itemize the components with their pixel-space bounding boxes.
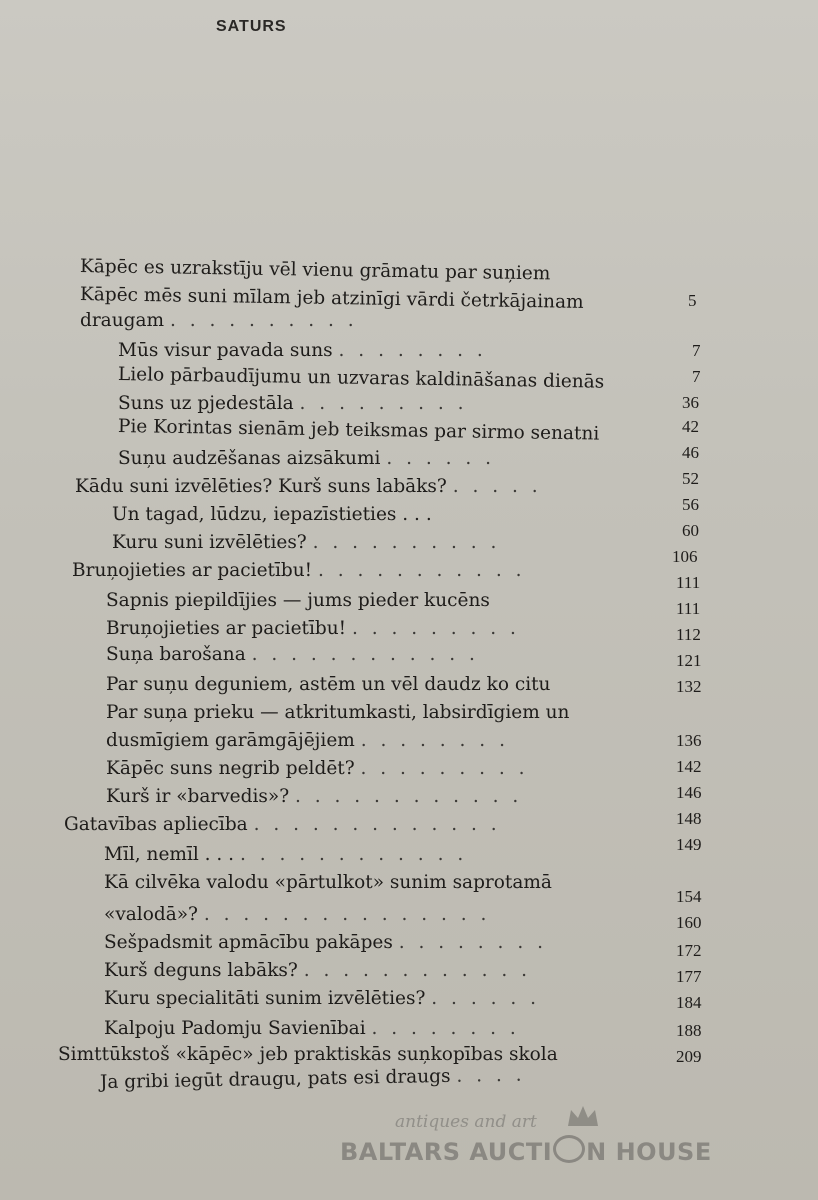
toc-entry: Un tagad, lūdzu, iepazīstieties . . . (112, 504, 432, 525)
page-number: 111 (676, 599, 701, 618)
page-number: 7 (692, 341, 701, 360)
toc-entry: Kuru suni izvēlēties? . . . . . . . . . . (112, 532, 501, 553)
page-number: 188 (676, 1021, 702, 1040)
toc-entry: Kādu suni izvēlēties? Kurš suns labāks? . . . . . (75, 476, 542, 497)
watermark-tagline: antiques and art (395, 1112, 537, 1132)
page-number: 7 (692, 367, 701, 386)
page-number: 132 (676, 677, 702, 696)
watermark-logo: BALTARS AUCTI N HOUSE (340, 1135, 712, 1166)
page-number: 56 (682, 495, 699, 514)
toc-entry: Kuru specialitāti sunim izvēlēties? . . . . . . (104, 988, 540, 1009)
toc-entry: Sapnis piepildījies — jums pieder kucēns (106, 590, 490, 611)
toc-entry: Kāpēc suns negrib peldēt? . . . . . . . . . (106, 758, 529, 779)
page-number: 177 (676, 967, 702, 986)
toc-entry: Kāpēc es uzrakstīju vēl vienu grāmatu par suņiem (79, 256, 551, 285)
page-number: 5 (688, 291, 697, 310)
toc-entry: Kalpoju Padomju Savienībai . . . . . . . . (104, 1018, 520, 1039)
page-number: 160 (676, 913, 702, 932)
toc-entry: Par suņu deguniem, astēm un vēl daudz ko citu (106, 674, 551, 695)
page-title: SATURS (216, 18, 287, 35)
toc-entry: Mūs visur pavada suns . . . . . . . . (118, 340, 487, 361)
toc-entry: Suņa barošana . . . . . . . . . . . . (106, 644, 479, 665)
toc-entry: Suņu audzēšanas aizsākumi . . . . . . (118, 448, 496, 469)
page-number: 136 (676, 731, 702, 750)
page-number: 172 (676, 941, 702, 960)
page-number: 106 (672, 547, 698, 566)
toc-entry: Suns uz pjedestāla . . . . . . . . . (118, 393, 468, 414)
toc-entry: dusmīgiem garāmgājējiem . . . . . . . . (106, 730, 509, 751)
page-number: 111 (676, 573, 701, 592)
page-number: 46 (682, 443, 699, 462)
toc-entry: Kurš deguns labāks? . . . . . . . . . . . . (104, 960, 531, 981)
logo-circle-icon (553, 1135, 585, 1163)
toc-entry: Par suņa prieku — atkritumkasti, labsirdīgiem un (106, 702, 570, 723)
page-number: 184 (676, 993, 702, 1012)
crown-icon (565, 1104, 601, 1130)
page-number: 36 (682, 393, 699, 412)
page-number: 60 (682, 521, 699, 540)
page-number: 209 (676, 1047, 702, 1066)
toc-entry: Pie Korintas sienām jeb teiksmas par sirmo senatni (117, 416, 600, 445)
toc-entry: Kā cilvēka valodu «pārtulkot» sunim saprotamā (104, 872, 552, 893)
page-number: 154 (676, 887, 702, 906)
page-number: 146 (676, 783, 702, 802)
page-number: 142 (676, 757, 702, 776)
page-number: 148 (676, 809, 702, 828)
toc-entry: Bruņojieties ar pacietību! . . . . . . . . . (106, 618, 520, 639)
toc-entry: «valodā»? . . . . . . . . . . . . . . . (104, 904, 491, 925)
toc-entry: Lielo pārbaudījumu un uzvaras kaldināšanas dienās (117, 364, 605, 393)
toc-entry: Mīl, nemīl . . . . . . . . . . . . . . . (104, 844, 468, 865)
toc-entry: Bruņojieties ar pacietību! . . . . . . . . . . . (72, 560, 526, 581)
toc-entry: draugam . . . . . . . . . . (80, 310, 358, 331)
page-number: 121 (676, 651, 702, 670)
toc-entry: Ja gribi iegūt draugu, pats esi draugs . . . . (99, 1064, 526, 1093)
page-number: 112 (676, 625, 701, 644)
toc-entry: Kurš ir «barvedis»? . . . . . . . . . . . . (106, 786, 523, 807)
toc-entry: Simttūkstoš «kāpēc» jeb praktiskās suņkopības skola (58, 1044, 558, 1065)
page-number: 42 (682, 417, 699, 436)
toc-entry: Gatavības apliecība . . . . . . . . . . . . . (64, 814, 501, 835)
page-number: 52 (682, 469, 699, 488)
toc-entry: Kāpēc mēs suni mīlam jeb atzinīgi vārdi četrkājainam (79, 284, 584, 313)
page-number: 149 (676, 835, 702, 854)
toc-entry: Sešpadsmit apmācību pakāpes . . . . . . . . (104, 932, 547, 953)
